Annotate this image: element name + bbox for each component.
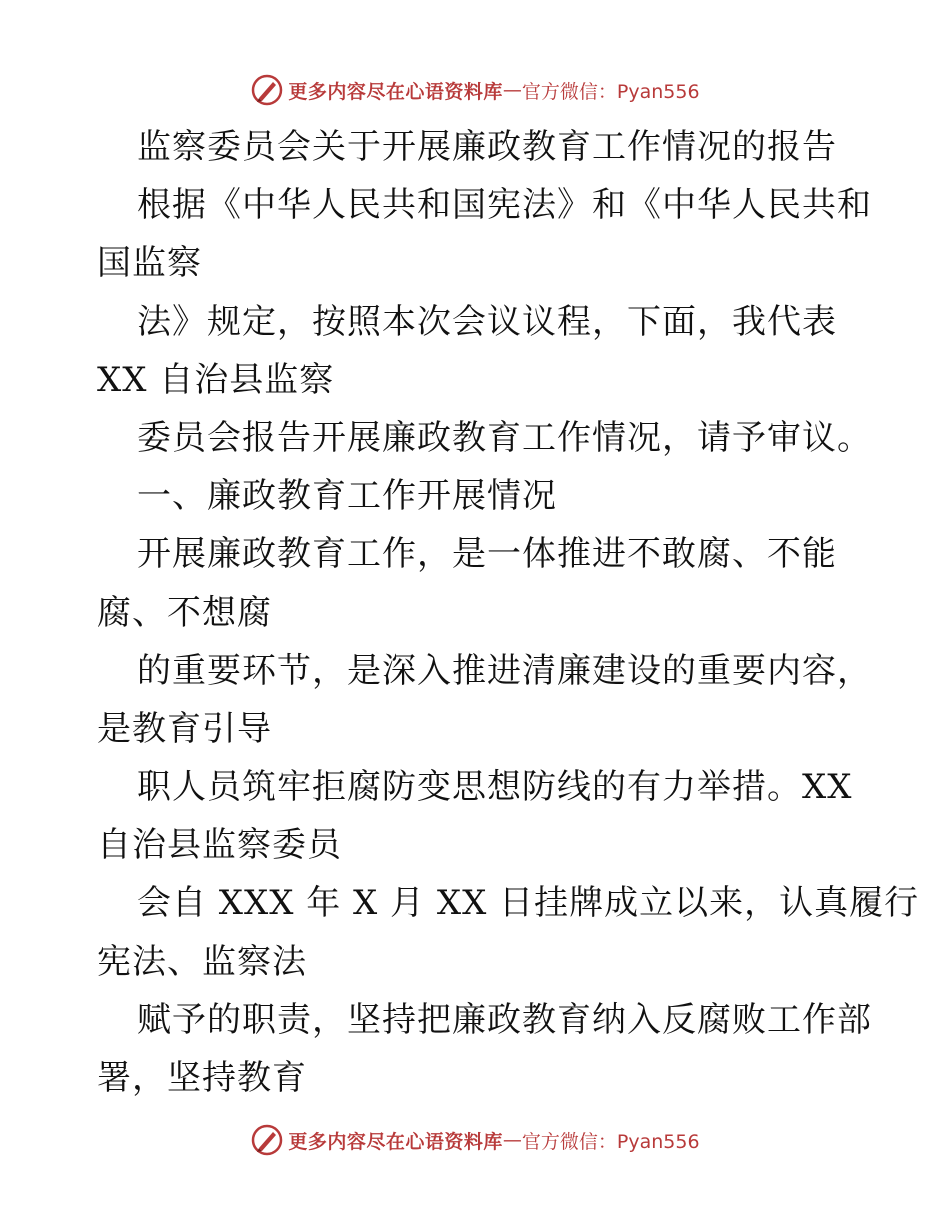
pen-logo-icon — [250, 73, 284, 107]
text-line: 自治县监察委员 — [97, 825, 342, 866]
text-line: 会自 XXX 年 X 月 XX 日挂牌成立以来，认真履行 — [137, 883, 920, 924]
header-banner — [0, 70, 950, 110]
text-line: 是教育引导 — [97, 708, 272, 749]
text-line: 法》规定，按照本次会议议程，下面，我代表 — [137, 301, 837, 342]
text-line: 的重要环节，是深入推进清廉建设的重要内容， — [137, 650, 872, 691]
text-line: 根据《中华人民共和国宪法》和《中华人民共和 — [137, 185, 872, 226]
text-line: 委员会报告开展廉政教育工作情况，请予审议。 — [137, 417, 872, 458]
footer-banner-wechat: 官方微信：Pyan556 — [521, 1130, 700, 1153]
footer-banner — [0, 1120, 950, 1160]
document-body — [97, 118, 920, 1107]
text-line: 宪法、监察法 — [97, 941, 307, 982]
text-line: 腐、不想腐 — [97, 592, 272, 633]
text-line: 署，坚持教育 — [97, 1058, 307, 1098]
header-banner-text: 更多内容尽在心语资料库 — [288, 80, 503, 103]
text-line: 监察委员会关于开展廉政教育工作情况的报告 — [137, 127, 837, 167]
text-line: 国监察 — [97, 243, 202, 284]
pen-logo-icon — [250, 1123, 284, 1157]
footer-banner-text: 更多内容尽在心语资料库 — [288, 1130, 503, 1153]
text-line: 开展廉政教育工作，是一体推进不敢腐、不能 — [137, 534, 837, 575]
text-line: 赋予的职责，坚持把廉政教育纳入反腐败工作部 — [137, 999, 872, 1040]
text-line: XX 自治县监察 — [97, 359, 335, 400]
footer-banner-dash: — — [502, 1129, 522, 1151]
header-banner-dash: — — [502, 79, 522, 101]
header-banner-wechat: 官方微信：Pyan556 — [521, 80, 700, 103]
text-line: 一、廉政教育工作开展情况 — [137, 476, 557, 517]
text-line: 职人员筑牢拒腐防变思想防线的有力举措。XX — [137, 767, 853, 808]
